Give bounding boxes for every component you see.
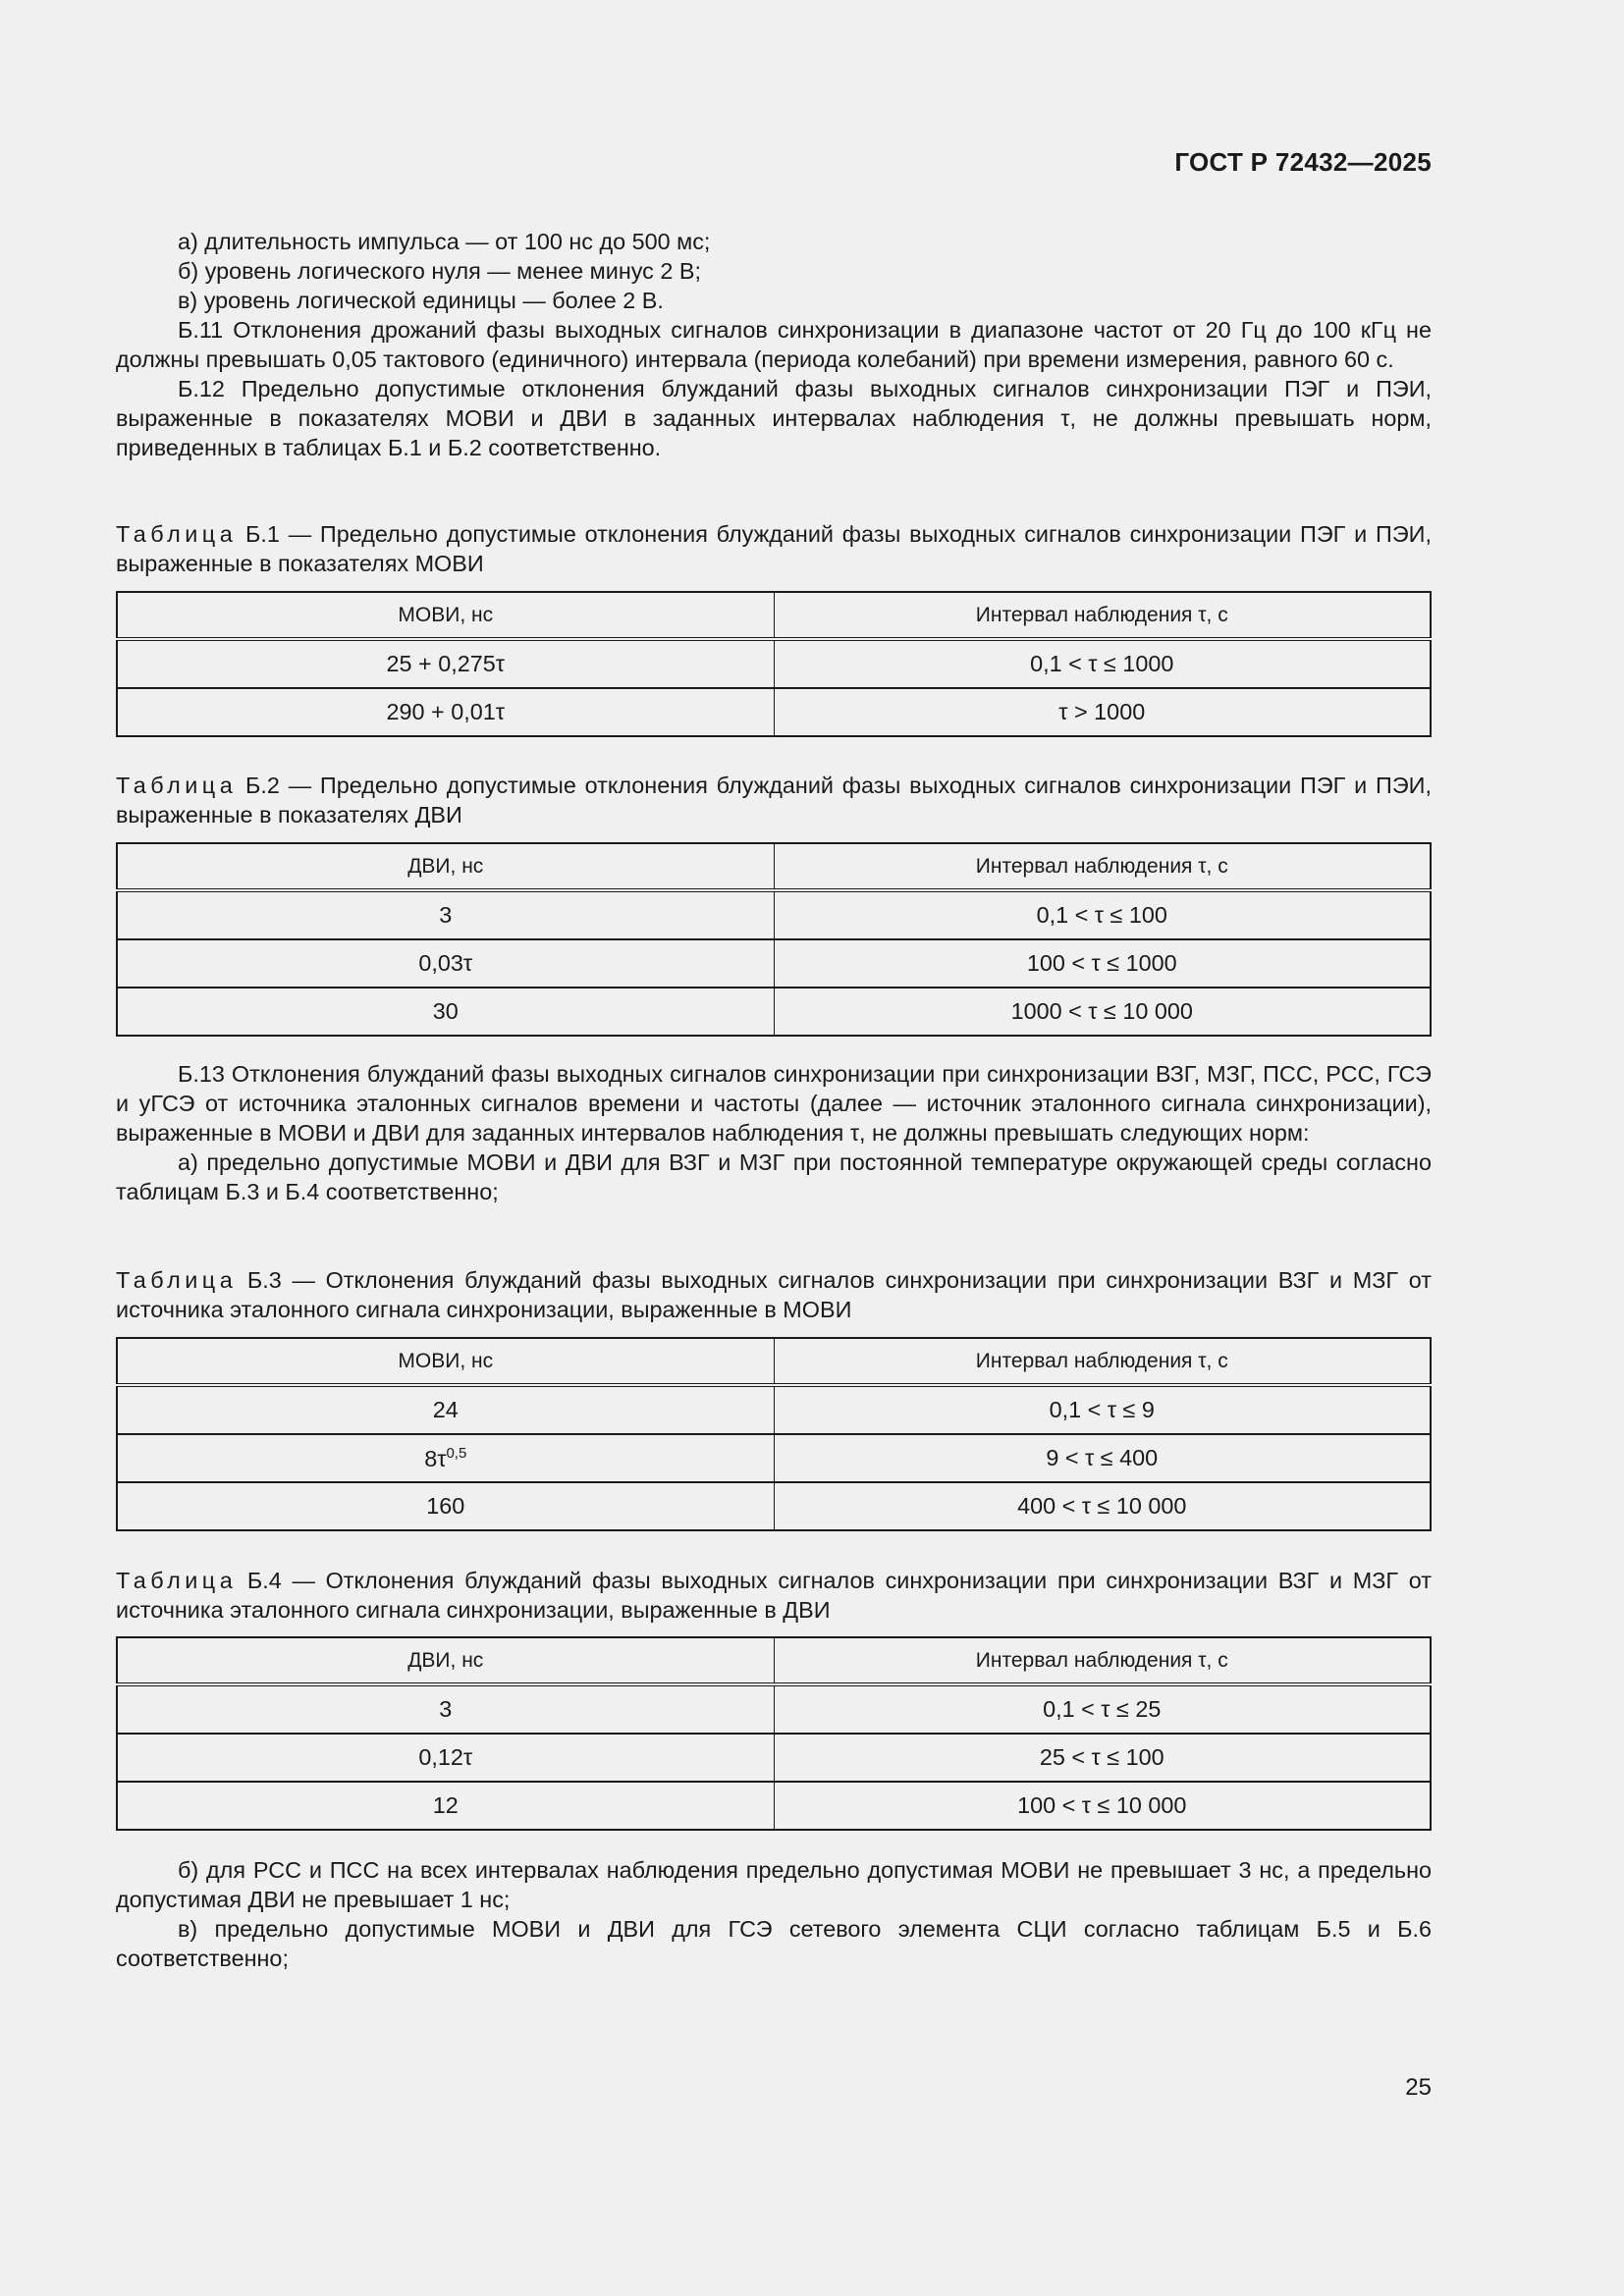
table-cell: 1000 < τ ≤ 10 000: [774, 988, 1431, 1036]
table-row: [117, 1482, 1431, 1530]
table-cell: 25 < τ ≤ 100: [774, 1734, 1431, 1782]
table-cell: 0,1 < τ ≤ 9: [774, 1385, 1431, 1434]
paragraph: в) уровень логической единицы — более 2 В.: [178, 288, 664, 313]
table-header-row: [117, 1637, 1431, 1684]
standard-designation: ГОСТ Р 72432—2025: [1174, 147, 1432, 177]
column-header: Интервал наблюдения τ, с: [774, 843, 1431, 890]
caption-text: Б.3 — Отклонения блужданий фазы выходных сигналов синхронизации при синхронизации ВЗГ и МЗГ от источника эталонного сигнала синхронизации, выраженные в МОВИ: [116, 1267, 1432, 1322]
table-row: [117, 1385, 1431, 1434]
table-cell: 3: [117, 890, 774, 939]
column-header: ДВИ, нс: [117, 1637, 774, 1684]
table-cell: 0,1 < τ ≤ 25: [774, 1684, 1431, 1734]
caption-label: Таблица: [116, 521, 238, 547]
table-cell: 0,1 < τ ≤ 100: [774, 890, 1431, 939]
caption-text: Б.1 — Предельно допустимые отклонения блужданий фазы выходных сигналов синхронизации ПЭГ и ПЭИ, выраженные в показателях МОВИ: [116, 521, 1432, 576]
text-block-b13: [116, 1059, 1432, 1206]
table-row: [117, 1734, 1431, 1782]
table-b3: [116, 1337, 1432, 1531]
table-b2: [116, 842, 1432, 1037]
table-caption-b2: [116, 771, 1432, 829]
table-row: [117, 988, 1431, 1036]
table-cell: 30: [117, 988, 774, 1036]
table-cell: 25 + 0,275τ: [117, 639, 774, 688]
column-header: Интервал наблюдения τ, с: [774, 592, 1431, 639]
table-caption-b4: [116, 1566, 1432, 1625]
table-cell: 24: [117, 1385, 774, 1434]
page-number: 25: [1405, 2074, 1432, 2101]
table-cell: 0,1 < τ ≤ 1000: [774, 639, 1431, 688]
column-header: МОВИ, нс: [117, 1338, 774, 1385]
table-row: [117, 639, 1431, 688]
column-header: Интервал наблюдения τ, с: [774, 1637, 1431, 1684]
column-header: Интервал наблюдения τ, с: [774, 1338, 1431, 1385]
table-cell: 0,03τ: [117, 939, 774, 988]
paragraph: Б.12 Предельно допустимые отклонения блужданий фазы выходных сигналов синхронизации ПЭГ и ПЭИ, выраженные в показателях МОВИ и ДВИ в заданных интервалах наблюдения τ, не должны превышать норм, приведенных в таблицах Б.1 и Б.2 соответственно.: [116, 376, 1432, 460]
table-header-row: [117, 1338, 1431, 1385]
text-block-intro: [116, 227, 1432, 462]
caption-label: Таблица: [116, 1267, 238, 1293]
caption-label: Таблица: [116, 1568, 238, 1593]
paragraph: а) предельно допустимые МОВИ и ДВИ для ВЗГ и МЗГ при постоянной температуре окружающей среды согласно таблицам Б.3 и Б.4 соответственно;: [116, 1149, 1432, 1204]
table-cell: τ > 1000: [774, 688, 1431, 736]
paragraph: б) уровень логического нуля — менее минус 2 В;: [178, 258, 701, 284]
paragraph: Б.13 Отклонения блужданий фазы выходных сигналов синхронизации при синхронизации ВЗГ, МЗГ, ПСС, РСС, ГСЭ и уГСЭ от источника эталонных сигналов времени и частоты (далее — источник эталонного сигнала синхронизации), выраженные в МОВИ и ДВИ для заданных интервалов наблюдения τ, не должны превышать следующих норм:: [116, 1061, 1432, 1146]
table-row: [117, 1782, 1431, 1830]
table-b4: [116, 1636, 1432, 1831]
table-row: [117, 688, 1431, 736]
table-header-row: [117, 592, 1431, 639]
table-caption-b1: [116, 519, 1432, 578]
table-row: [117, 1684, 1431, 1734]
table-caption-b3: [116, 1265, 1432, 1324]
paragraph: б) для РСС и ПСС на всех интервалах наблюдения предельно допустимая МОВИ не превышает 3 нс, а предельно допустимая ДВИ не превышает 1 нс;: [116, 1857, 1432, 1912]
paragraph: а) длительность импульса — от 100 нс до 500 мс;: [178, 229, 711, 254]
table-row: [117, 1434, 1431, 1482]
text-block-closing: [116, 1855, 1432, 1973]
table-cell: 0,12τ: [117, 1734, 774, 1782]
table-cell: 400 < τ ≤ 10 000: [774, 1482, 1431, 1530]
column-header: МОВИ, нс: [117, 592, 774, 639]
paragraph: в) предельно допустимые МОВИ и ДВИ для ГСЭ сетевого элемента СЦИ согласно таблицам Б.5 и Б.6 соответственно;: [116, 1916, 1432, 1971]
table-cell: [117, 1434, 774, 1482]
table-cell: 290 + 0,01τ: [117, 688, 774, 736]
caption-text: Б.4 — Отклонения блужданий фазы выходных сигналов синхронизации при синхронизации ВЗГ и МЗГ от источника эталонного сигнала синхронизации, выраженные в ДВИ: [116, 1568, 1432, 1623]
table-row: [117, 890, 1431, 939]
table-header-row: [117, 843, 1431, 890]
table-cell: 100 < τ ≤ 10 000: [774, 1782, 1431, 1830]
column-header: ДВИ, нс: [117, 843, 774, 890]
caption-label: Таблица: [116, 773, 238, 798]
formula-exponent: 0,5: [446, 1444, 467, 1462]
formula-base: 8τ: [424, 1445, 447, 1471]
table-cell: 12: [117, 1782, 774, 1830]
table-cell: 9 < τ ≤ 400: [774, 1434, 1431, 1482]
table-cell: 3: [117, 1684, 774, 1734]
table-cell: 100 < τ ≤ 1000: [774, 939, 1431, 988]
table-row: [117, 939, 1431, 988]
caption-text: Б.2 — Предельно допустимые отклонения блужданий фазы выходных сигналов синхронизации ПЭГ и ПЭИ, выраженные в показателях ДВИ: [116, 773, 1432, 828]
table-cell: 160: [117, 1482, 774, 1530]
paragraph: Б.11 Отклонения дрожаний фазы выходных сигналов синхронизации в диапазоне частот от 20 Гц до 100 кГц не должны превышать 0,05 тактового (единичного) интервала (периода колебаний) при времени измерения, равного 60 с.: [116, 317, 1432, 372]
table-b1: [116, 591, 1432, 737]
